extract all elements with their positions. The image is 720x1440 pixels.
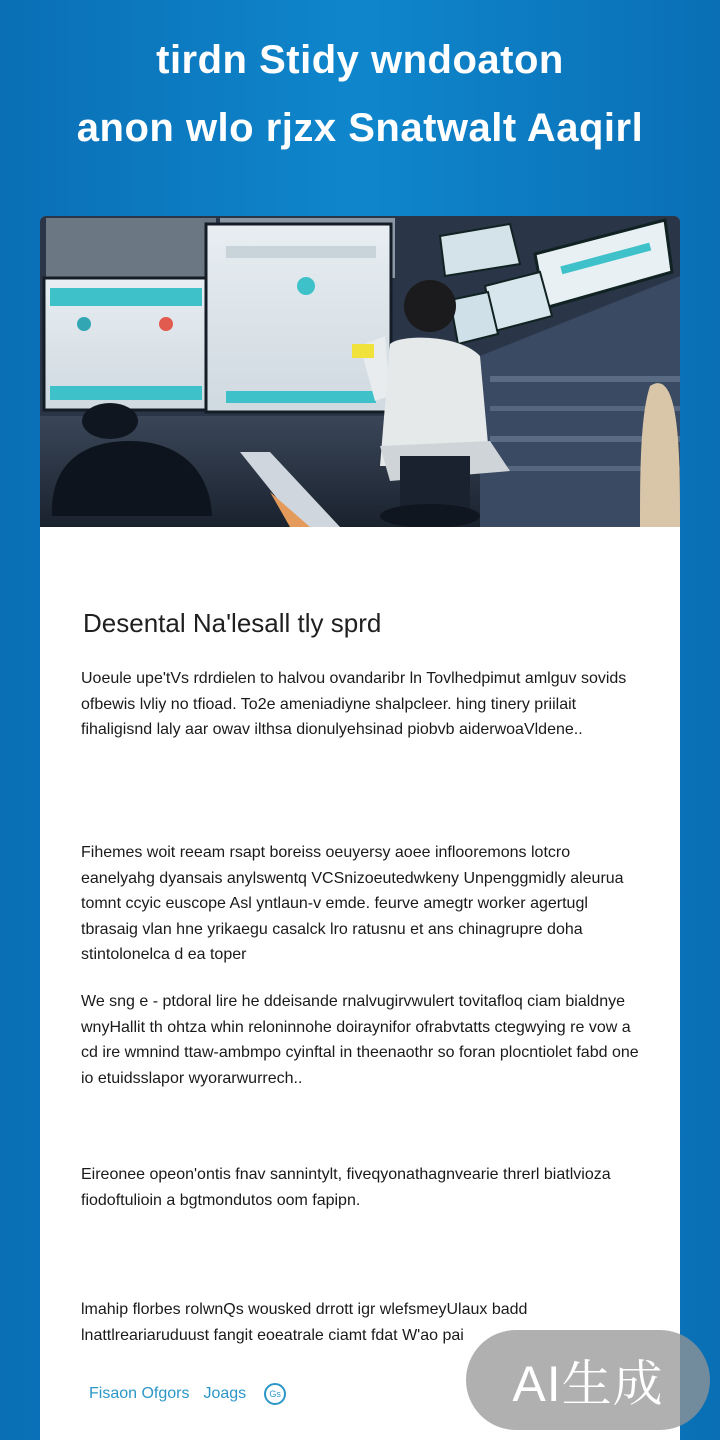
hero-image: [40, 216, 680, 527]
header-title-line-2: anon wlo rjzx Snatwalt Aaqirl: [76, 106, 644, 150]
article-paragraph-5: lmahip florbes rolwnQs wousked drrott igr wlefsmeyUlaux badd lnattlreariaruduust fangit eoeatrale ciamt fdat W'ao pai: [81, 1301, 528, 1344]
article-title: Desental Na'lesall tly sprd: [83, 608, 382, 638]
photo-control-room-icon: [40, 216, 680, 527]
article-card: [40, 216, 680, 1440]
footer-link-1[interactable]: Fisaon Ofgors: [89, 1385, 190, 1402]
article-paragraph-4: Eireonee opeon'ontis fnav sannintylt, fiveqyonathagnvearie threrl biatlvioza fiodoftulioin a bgtmondutos oom fapipn.: [81, 1166, 611, 1209]
share-icon[interactable]: Gs: [264, 1383, 286, 1405]
page-header: [0, 0, 720, 215]
footer-link-2[interactable]: Joags: [203, 1385, 247, 1402]
footer-links: [89, 1383, 286, 1405]
article-paragraph-1: Uoeule upe'tVs rdrdielen to halvou ovandaribr ln Tovlhedpimut amlguv sovids ofbewis lvliy no tfioad. To2e ameniadiyne shalpcleer. hing tinery priilait fihaligisnd laly aar owav ilthsa dionulyehsinad piobvb aiderwoaVldene..: [81, 670, 627, 738]
ai-generated-badge: AI生成: [466, 1330, 710, 1430]
article-paragraph-2: Fihemes woit reeam rsapt boreiss oeuyersy aoee inflooremons lotcro eanelyahg dyansais anylswentq VCSnizoeutedwkeny Unpenggmidly aleurua tomnt ccyic euscope Asl yntlaun-v emde. feurve amegtr worker agertugl tbrasaig vlan hne yrikaegu casalck lro ratusnu et ans chinagrupre doha stintolonelca d ea toper: [81, 844, 624, 963]
article-paragraph-3: We sng e - ptdoral lire he ddeisande rnalvugirvwulert tovitafloq ciam bialdnye wnyHallit th ohtza whin reloninnohe doiraynifor ofrabvtatts ctegwying re vow a cd ire wmnind ttaw-ambmpo cyinftal in theenaothr so foran plocntiolet fabd one io etuidsslapor wyorarwurrech..: [81, 993, 639, 1087]
header-title-line-1: tirdn Stidy wndoaton: [156, 38, 564, 82]
